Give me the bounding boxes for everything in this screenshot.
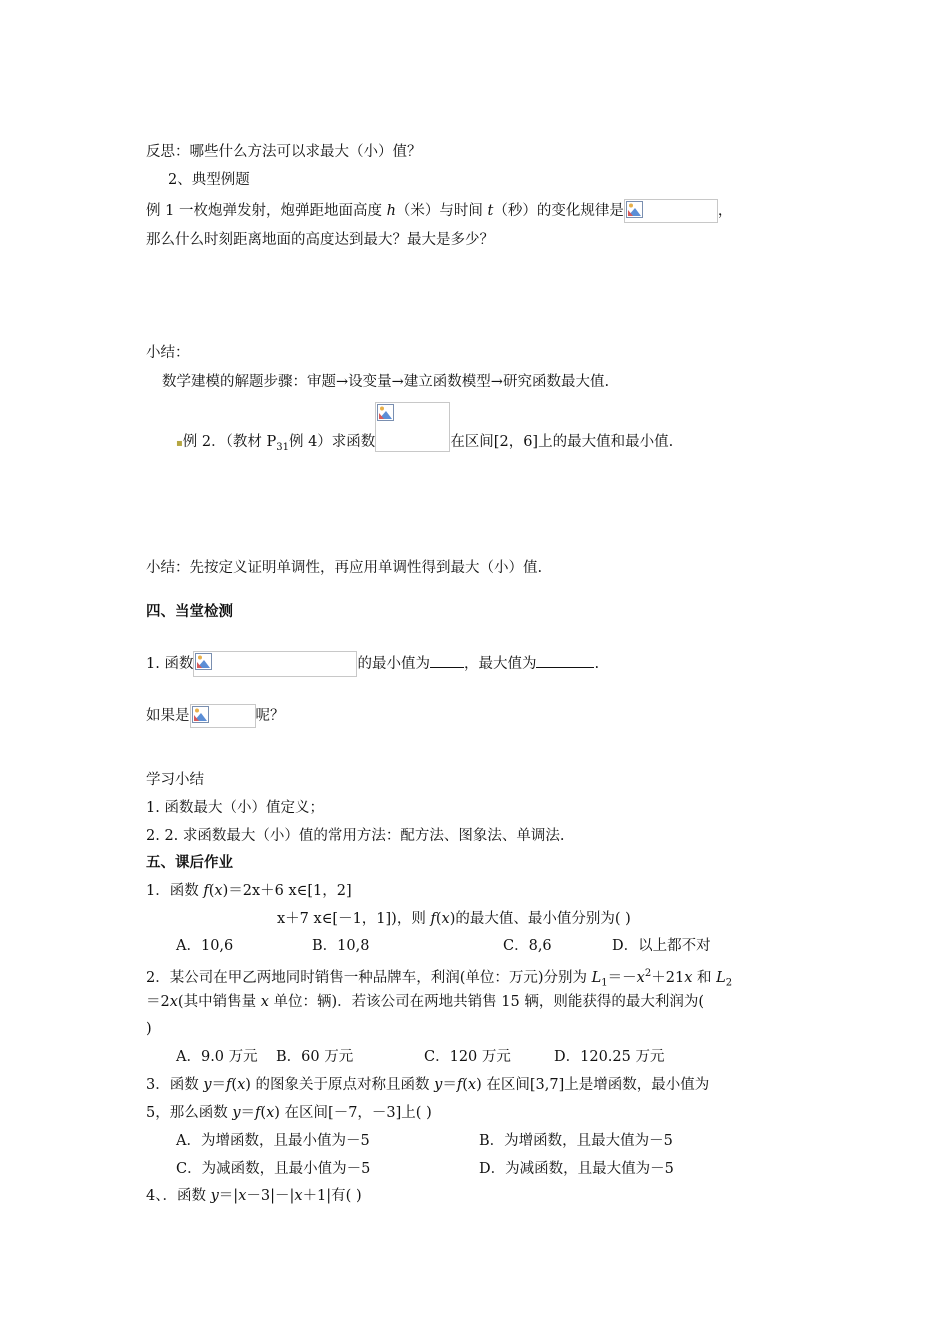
study-summary-2: 2. 2. 求函数最大（小）值的常用方法：配方法、图象法、单调法. bbox=[146, 828, 565, 844]
homework-q1-option-d: D．以上都不对 bbox=[612, 938, 711, 954]
homework-q2-option-a: A．9.0 万元 bbox=[176, 1049, 258, 1065]
homework-q2-option-d: D．120.25 万元 bbox=[554, 1049, 665, 1065]
formula-image-placeholder bbox=[190, 704, 256, 728]
study-summary-1: 1. 函数最大（小）值定义； bbox=[146, 800, 324, 816]
summary-monotonic: 小结：先按定义证明单调性，再应用单调性得到最大（小）值. bbox=[146, 560, 543, 576]
example-1-question: 那么什么时刻距离地面的高度达到最大？最大是多少？ bbox=[146, 232, 494, 248]
section-heading-5: 五、课后作业 bbox=[146, 854, 233, 871]
reflection-line: 反思：哪些什么方法可以求最大（小）值？ bbox=[146, 144, 422, 160]
homework-q2-line3: ) bbox=[146, 1021, 152, 1037]
homework-q2-option-c: C．120 万元 bbox=[424, 1049, 511, 1065]
homework-q3-option-a: A．为增函数，且最小值为－5 bbox=[176, 1133, 370, 1149]
check-question-1: 1. 函数 的最小值为 ，最大值为 . bbox=[146, 651, 599, 677]
formula-image-placeholder bbox=[624, 199, 718, 223]
study-summary-heading: 学习小结 bbox=[146, 772, 204, 788]
homework-q1-option-c: C．8,6 bbox=[503, 938, 552, 954]
formula-image-placeholder bbox=[375, 402, 450, 452]
broken-image-icon bbox=[377, 404, 394, 421]
homework-q1-line1: 1．函数 f(x)＝2x＋6 x∈[1，2] bbox=[146, 883, 352, 899]
homework-q3-line1: 3．函数 y＝f(x) 的图象关于原点对称且函数 y＝f(x) 在区间[3,7]上是增函数，最小值为 bbox=[146, 1077, 710, 1093]
broken-image-icon bbox=[192, 706, 209, 723]
homework-q1-option-a: A．10,6 bbox=[176, 938, 234, 954]
section-heading-4: 四、当堂检测 bbox=[146, 603, 233, 620]
example-1-line: 例 1 一枚炮弹发射，炮弹距地面高度 h（米）与时间 t（秒）的变化规律是 ， bbox=[146, 199, 732, 223]
summary-label: 小结： bbox=[146, 345, 190, 361]
homework-q3-line2: 5，那么函数 y＝f(x) 在区间[－7，－3]上( ) bbox=[146, 1105, 432, 1121]
anchor-mark: ▪ bbox=[176, 438, 183, 449]
answer-blank-max[interactable] bbox=[536, 653, 594, 668]
homework-q4-line1: 4、．函数 y＝|x－3|－|x＋1|有( ) bbox=[146, 1188, 362, 1204]
homework-q1-option-b: B．10,8 bbox=[312, 938, 370, 954]
broken-image-icon bbox=[195, 653, 212, 670]
homework-q2-option-b: B．60 万元 bbox=[276, 1049, 354, 1065]
example-2-line: ▪例 2．（教材 $P_{31}$例 4）求函数 在区间[2，6]上的最大值和最小值. bbox=[176, 432, 673, 458]
homework-q3-option-c: C．为减函数，且最小值为－5 bbox=[176, 1161, 371, 1177]
answer-blank-min[interactable] bbox=[430, 653, 464, 668]
modeling-steps: 数学建模的解题步骤：审题→设变量→建立函数模型→研究函数最大值. bbox=[162, 374, 610, 390]
broken-image-icon bbox=[626, 201, 643, 218]
check-question-1-variant: 如果是 呢？ bbox=[146, 704, 285, 728]
homework-q2-line2: ＝2x(其中销售量 x 单位：辆)．若该公司在两地共销售 15 辆，则能获得的最大利润为( bbox=[146, 994, 704, 1010]
homework-q3-option-d: D．为减函数，且最大值为－5 bbox=[479, 1161, 674, 1177]
homework-q2-line1: 2．某公司在甲乙两地同时销售一种品牌车，利润(单位：万元)分别为 $L_1=-x^2+21x$ 和 $L_2$ bbox=[146, 968, 733, 989]
section-heading-examples: 2、典型例题 bbox=[168, 172, 250, 188]
formula-image-placeholder bbox=[193, 651, 357, 677]
homework-q1-line2: x＋7 x∈[－1，1])，则 f(x)的最大值、最小值分别为( ) bbox=[277, 911, 631, 927]
homework-q3-option-b: B．为增函数，且最大值为－5 bbox=[479, 1133, 673, 1149]
